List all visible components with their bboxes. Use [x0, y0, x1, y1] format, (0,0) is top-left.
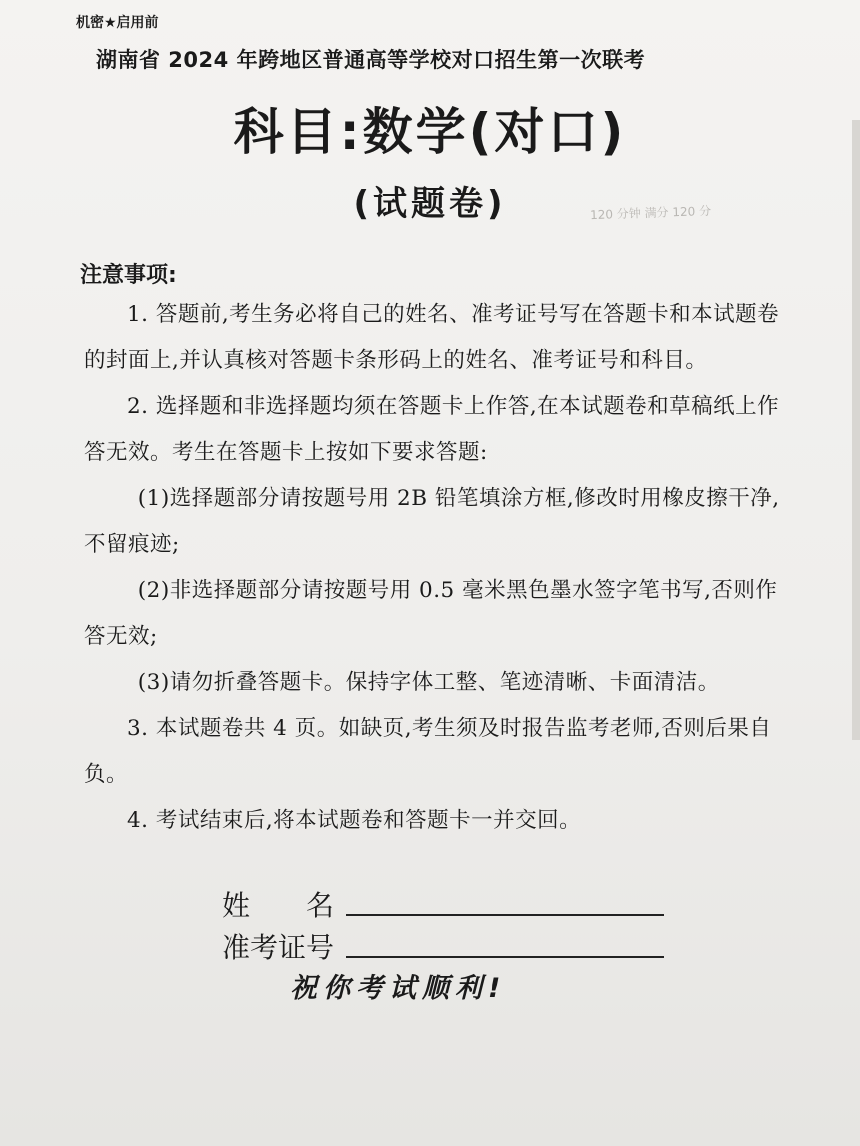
subject-title: 科目:数学(对口) [233, 103, 627, 161]
good-luck-message: 祝你考试顺利! [290, 973, 507, 1004]
id-label: 准考证号 [222, 931, 335, 964]
notice-item: 1. 答题前,考生务必将自己的姓名、准考证号写在答题卡和本试题卷的封面上,并认真核对答题卡条形码上的姓名、准考证号和科目。 [84, 302, 780, 373]
bleed-through-text: 120 分钟 满分 120 分 [589, 203, 712, 223]
paper-type: (试题卷) [353, 184, 507, 224]
page-edge-shadow [852, 120, 860, 740]
id-field [222, 926, 664, 966]
notice-item: 3. 本试题卷共 4 页。如缺页,考生须及时报告监考老师,否则后果自负。 [84, 716, 772, 787]
name-underline[interactable] [346, 914, 664, 916]
name-label: 姓 名 [222, 889, 335, 922]
secret-mark: 机密★启用前 [76, 15, 159, 31]
notice-list [84, 292, 784, 844]
notice-title: 注意事项: [80, 263, 177, 288]
notice-item: 2. 选择题和非选择题均须在答题卡上作答,在本试题卷和草稿纸上作答无效。考生在答题卡上按如下要求答题: [84, 394, 780, 465]
id-underline[interactable] [346, 956, 664, 958]
notice-item: 4. 考试结束后,将本试题卷和答题卡一并交回。 [127, 808, 582, 833]
exam-name: 湖南省 2024 年跨地区普通高等学校对口招生第一次联考 [96, 48, 646, 72]
notice-item: (1)选择题部分请按题号用 2B 铅笔填涂方框,修改时用橡皮擦干净,不留痕迹; [84, 486, 780, 557]
notice-item: (2)非选择题部分请按题号用 0.5 毫米黑色墨水签字笔书写,否则作答无效; [84, 578, 778, 649]
notice-item: (3)请勿折叠答题卡。保持字体工整、笔迹清晰、卡面清洁。 [137, 670, 720, 695]
name-field [222, 884, 664, 924]
